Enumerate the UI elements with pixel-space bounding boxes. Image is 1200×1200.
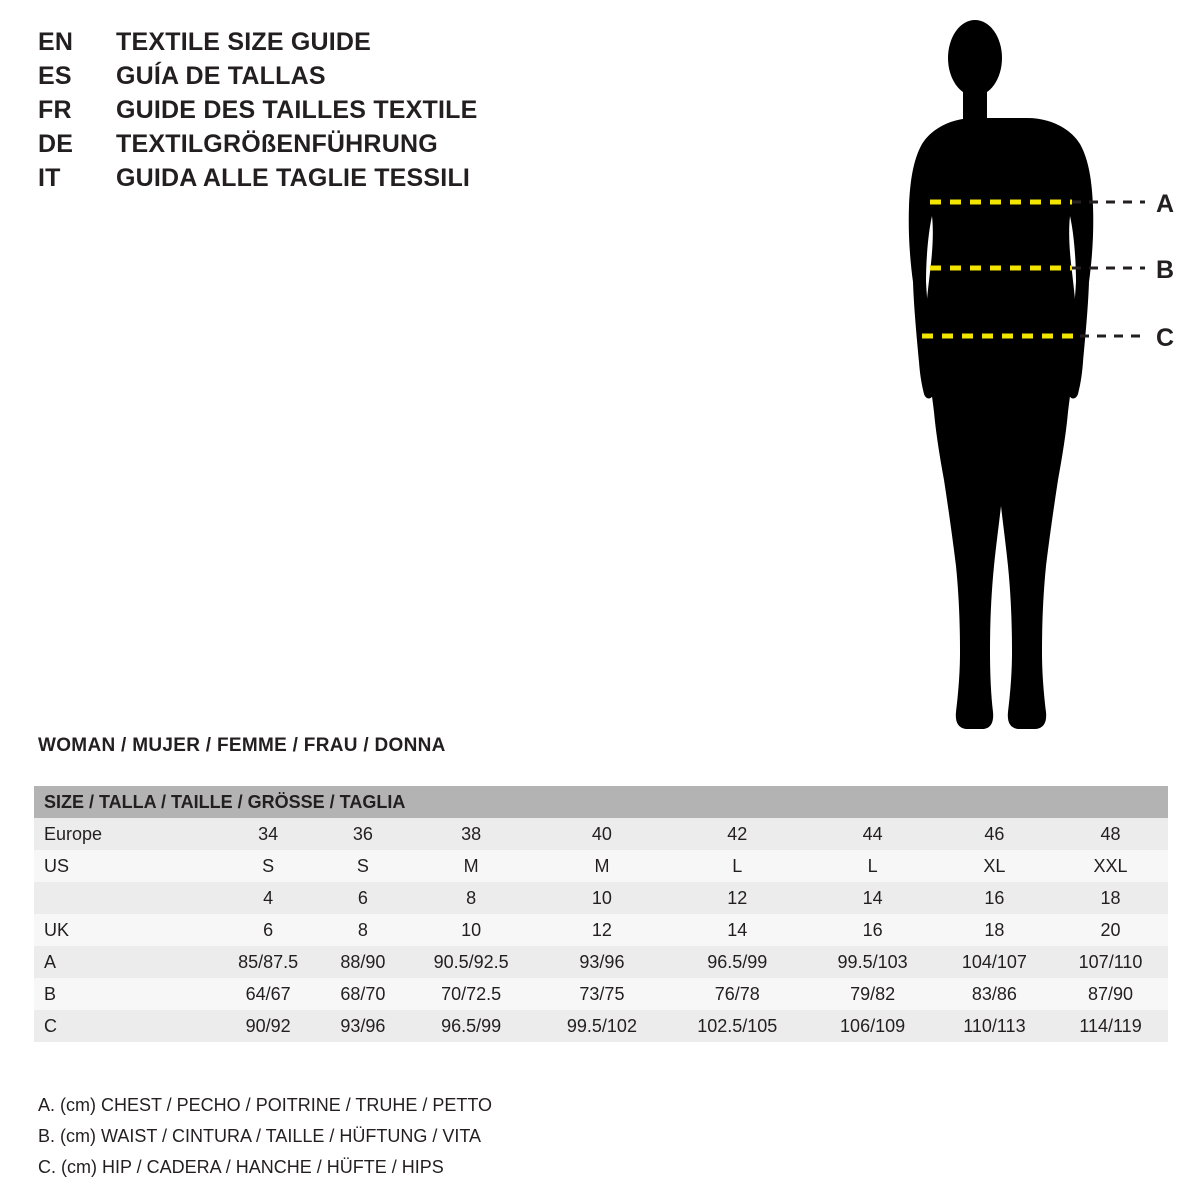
table-cell: L xyxy=(809,850,935,882)
table-cell: S xyxy=(322,850,403,882)
table-cell: 48 xyxy=(1053,818,1168,850)
table-cell: 83/86 xyxy=(936,978,1053,1010)
footnote-waist: B. (cm) WAIST / CINTURA / TAILLE / HÜFTUNG / VITA xyxy=(38,1126,482,1146)
table-row xyxy=(34,978,1168,1010)
table-cell: 85/87.5 xyxy=(214,946,322,978)
table-cell: 8 xyxy=(403,882,538,914)
section-title: WOMAN / MUJER / FEMME / FRAU / DONNA xyxy=(38,735,446,756)
footnote-hip: C. (cm) HIP / CADERA / HANCHE / HÜFTE / HIPS xyxy=(38,1157,444,1177)
table-cell: 4 xyxy=(214,882,322,914)
table-cell: 96.5/99 xyxy=(665,946,809,978)
row-label: C xyxy=(34,1010,214,1042)
table-cell: 20 xyxy=(1053,914,1168,946)
table-row xyxy=(34,1010,1168,1042)
table-cell: 90/92 xyxy=(214,1010,322,1042)
table-row xyxy=(34,818,1168,850)
language-code: DE xyxy=(38,130,74,158)
table-cell: 76/78 xyxy=(665,978,809,1010)
table-cell: 14 xyxy=(665,914,809,946)
table-cell: 18 xyxy=(1053,882,1168,914)
table-cell: 70/72.5 xyxy=(403,978,538,1010)
measurement-label-b: B xyxy=(1156,256,1175,284)
table-row xyxy=(34,946,1168,978)
row-label: UK xyxy=(34,914,214,946)
table-cell: S xyxy=(214,850,322,882)
table-cell: 12 xyxy=(665,882,809,914)
row-label xyxy=(34,882,214,914)
language-code: ES xyxy=(38,62,72,90)
table-cell: 16 xyxy=(809,914,935,946)
table-cell: 110/113 xyxy=(936,1010,1053,1042)
table-cell: 34 xyxy=(214,818,322,850)
footnotes-block xyxy=(38,1090,492,1183)
language-title: TEXTILGRÖßENFÜHRUNG xyxy=(116,130,438,158)
language-row xyxy=(38,62,598,96)
measurement-label-a: A xyxy=(1156,190,1175,218)
table-cell: XXL xyxy=(1053,850,1168,882)
table-cell: 73/75 xyxy=(539,978,665,1010)
row-label: B xyxy=(34,978,214,1010)
table-header-row xyxy=(34,786,1168,818)
language-title-block xyxy=(38,28,598,198)
table-cell: XL xyxy=(936,850,1053,882)
table-cell: 107/110 xyxy=(1053,946,1168,978)
table-cell: 87/90 xyxy=(1053,978,1168,1010)
table-row xyxy=(34,850,1168,882)
language-title: TEXTILE SIZE GUIDE xyxy=(116,28,372,56)
table-cell: 102.5/105 xyxy=(665,1010,809,1042)
language-row xyxy=(38,28,598,62)
table-cell: 114/119 xyxy=(1053,1010,1168,1042)
table-cell: 16 xyxy=(936,882,1053,914)
language-code: FR xyxy=(38,96,72,124)
table-cell: 96.5/99 xyxy=(403,1010,538,1042)
table-cell: 64/67 xyxy=(214,978,322,1010)
table-cell: 42 xyxy=(665,818,809,850)
language-row xyxy=(38,130,598,164)
table-cell: 6 xyxy=(322,882,403,914)
table-cell: 79/82 xyxy=(809,978,935,1010)
language-title: GUIDA ALLE TAGLIE TESSILI xyxy=(116,164,471,192)
table-row xyxy=(34,882,1168,914)
row-label: Europe xyxy=(34,818,214,850)
language-code: EN xyxy=(38,28,74,56)
table-cell: 14 xyxy=(809,882,935,914)
language-title: GUIDE DES TAILLES TEXTILE xyxy=(116,96,478,124)
table-cell: 90.5/92.5 xyxy=(403,946,538,978)
table-row xyxy=(34,914,1168,946)
language-row xyxy=(38,96,598,130)
language-code: IT xyxy=(38,164,61,192)
footnote-chest: A. (cm) CHEST / PECHO / POITRINE / TRUHE / PETTO xyxy=(38,1095,493,1115)
table-cell: 18 xyxy=(936,914,1053,946)
table-cell: 12 xyxy=(539,914,665,946)
table-cell: 46 xyxy=(936,818,1053,850)
table-cell: 40 xyxy=(539,818,665,850)
table-cell: 38 xyxy=(403,818,538,850)
table-cell: 36 xyxy=(322,818,403,850)
table-cell: 106/109 xyxy=(809,1010,935,1042)
table-cell: 6 xyxy=(214,914,322,946)
table-cell: M xyxy=(539,850,665,882)
table-cell: 8 xyxy=(322,914,403,946)
female-body-figure xyxy=(860,10,1190,750)
measurement-label-c: C xyxy=(1156,324,1175,352)
table-cell: 10 xyxy=(403,914,538,946)
table-cell: 10 xyxy=(539,882,665,914)
table-cell: M xyxy=(403,850,538,882)
table-cell: 93/96 xyxy=(539,946,665,978)
row-label: US xyxy=(34,850,214,882)
language-title: GUÍA DE TALLAS xyxy=(116,62,326,90)
table-cell: 99.5/102 xyxy=(539,1010,665,1042)
table-cell: 93/96 xyxy=(322,1010,403,1042)
size-chart-table xyxy=(34,786,1168,1042)
silhouette-shape xyxy=(909,20,1094,729)
table-cell: 88/90 xyxy=(322,946,403,978)
table-header-label: SIZE / TALLA / TAILLE / GRÖSSE / TAGLIA xyxy=(34,786,1168,818)
table-cell: L xyxy=(665,850,809,882)
table-cell: 68/70 xyxy=(322,978,403,1010)
table-cell: 104/107 xyxy=(936,946,1053,978)
table-cell: 99.5/103 xyxy=(809,946,935,978)
language-row xyxy=(38,164,598,198)
table-cell: 44 xyxy=(809,818,935,850)
row-label: A xyxy=(34,946,214,978)
